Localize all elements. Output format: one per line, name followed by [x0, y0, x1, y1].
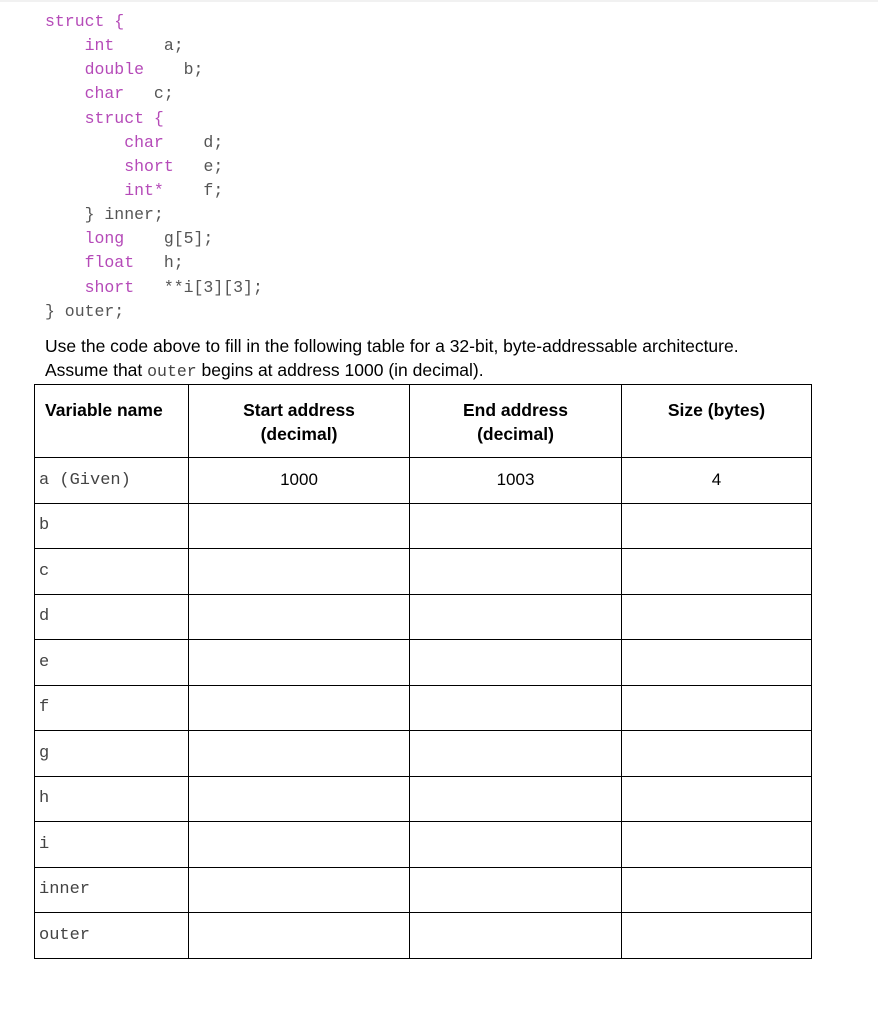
instructions-code-outer: outer	[147, 362, 197, 381]
code-line	[45, 10, 263, 34]
header-start-address: Start address (decimal)	[189, 385, 410, 458]
size-cell[interactable]	[622, 913, 812, 959]
table-row	[35, 458, 812, 504]
variable-name-cell: i	[35, 822, 189, 868]
code-line	[45, 82, 263, 106]
code-identifier: a;	[114, 36, 184, 56]
end-address-cell[interactable]	[410, 913, 622, 959]
code-identifier: g[5];	[124, 229, 214, 249]
table-row	[35, 776, 812, 822]
size-cell[interactable]	[622, 867, 812, 913]
start-address-cell[interactable]	[189, 776, 410, 822]
header-end-address: End address (decimal)	[410, 385, 622, 458]
variable-name-cell: a (Given)	[35, 458, 189, 504]
code-identifier: d;	[163, 132, 224, 152]
instructions	[45, 334, 865, 384]
header-size: Size (bytes)	[622, 385, 812, 458]
size-cell[interactable]	[622, 549, 812, 595]
end-address-cell: 1003	[410, 458, 622, 504]
variable-name-cell: b	[35, 503, 189, 549]
table-row	[35, 549, 812, 595]
code-identifier: f;	[163, 180, 224, 200]
start-address-cell[interactable]	[189, 867, 410, 913]
code-line	[45, 34, 263, 58]
code-line	[45, 107, 263, 131]
size-cell[interactable]	[622, 685, 812, 731]
table-row	[35, 731, 812, 777]
code-line	[45, 251, 263, 275]
start-address-cell[interactable]	[189, 913, 410, 959]
end-address-cell[interactable]	[410, 640, 622, 686]
table-row	[35, 685, 812, 731]
code-identifier: e;	[173, 156, 224, 176]
variable-name-cell: inner	[35, 867, 189, 913]
code-line	[45, 300, 263, 324]
code-keyword: struct {	[45, 108, 164, 128]
code-keyword: int	[45, 36, 115, 56]
end-address-cell[interactable]	[410, 549, 622, 595]
size-cell[interactable]	[622, 594, 812, 640]
end-address-cell[interactable]	[410, 731, 622, 777]
code-line	[45, 276, 263, 300]
start-address-cell[interactable]	[189, 731, 410, 777]
code-keyword: double	[45, 60, 145, 80]
end-address-cell[interactable]	[410, 503, 622, 549]
start-address-cell: 1000	[189, 458, 410, 504]
size-cell[interactable]	[622, 776, 812, 822]
table-row	[35, 822, 812, 868]
variable-name-cell: e	[35, 640, 189, 686]
size-cell[interactable]	[622, 731, 812, 777]
instructions-line-2-suffix: begins at address 1000 (in decimal).	[196, 360, 484, 380]
start-address-cell[interactable]	[189, 503, 410, 549]
end-address-cell[interactable]	[410, 685, 622, 731]
code-identifier: c;	[124, 84, 174, 104]
end-address-cell[interactable]	[410, 867, 622, 913]
header-variable-name: Variable name	[35, 385, 189, 458]
start-address-cell[interactable]	[189, 640, 410, 686]
code-line	[45, 227, 263, 251]
table-row	[35, 867, 812, 913]
code-block	[45, 10, 263, 324]
variable-name-cell: g	[35, 731, 189, 777]
variable-name-cell: f	[35, 685, 189, 731]
code-identifier: } inner;	[45, 205, 164, 225]
start-address-cell[interactable]	[189, 822, 410, 868]
code-keyword: int*	[45, 180, 164, 200]
table-row	[35, 503, 812, 549]
size-cell[interactable]	[622, 640, 812, 686]
code-keyword: long	[45, 229, 125, 249]
end-address-cell[interactable]	[410, 594, 622, 640]
variable-name-cell: c	[35, 549, 189, 595]
instructions-line-1: Use the code above to fill in the following table for a 32-bit, byte-addressable architecture.	[45, 336, 739, 356]
end-address-cell[interactable]	[410, 776, 622, 822]
code-line	[45, 155, 263, 179]
size-cell[interactable]	[622, 503, 812, 549]
instructions-line-2-prefix: Assume that	[45, 360, 148, 380]
start-address-cell[interactable]	[189, 594, 410, 640]
code-identifier: b;	[144, 60, 204, 80]
code-line	[45, 58, 263, 82]
top-divider	[0, 0, 878, 2]
code-keyword: struct {	[45, 12, 125, 31]
code-line	[45, 131, 263, 155]
table-row	[35, 913, 812, 959]
instructions-line-2	[45, 358, 865, 384]
code-keyword: char	[45, 84, 125, 104]
code-keyword: float	[45, 253, 135, 273]
table-row	[35, 640, 812, 686]
start-address-cell[interactable]	[189, 549, 410, 595]
table-row	[35, 594, 812, 640]
variable-name-cell: h	[35, 776, 189, 822]
variable-name-cell: outer	[35, 913, 189, 959]
code-identifier: **i[3][3];	[134, 277, 263, 297]
code-keyword: char	[45, 132, 164, 152]
size-cell: 4	[622, 458, 812, 504]
memory-layout-table	[34, 384, 812, 959]
start-address-cell[interactable]	[189, 685, 410, 731]
code-identifier: } outer;	[45, 301, 125, 321]
code-line	[45, 179, 263, 203]
table-header-row	[35, 385, 812, 458]
code-keyword: short	[45, 156, 174, 176]
variable-name-cell: d	[35, 594, 189, 640]
code-line	[45, 203, 263, 227]
size-cell[interactable]	[622, 822, 812, 868]
end-address-cell[interactable]	[410, 822, 622, 868]
code-identifier: h;	[134, 253, 184, 273]
code-keyword: short	[45, 277, 135, 297]
